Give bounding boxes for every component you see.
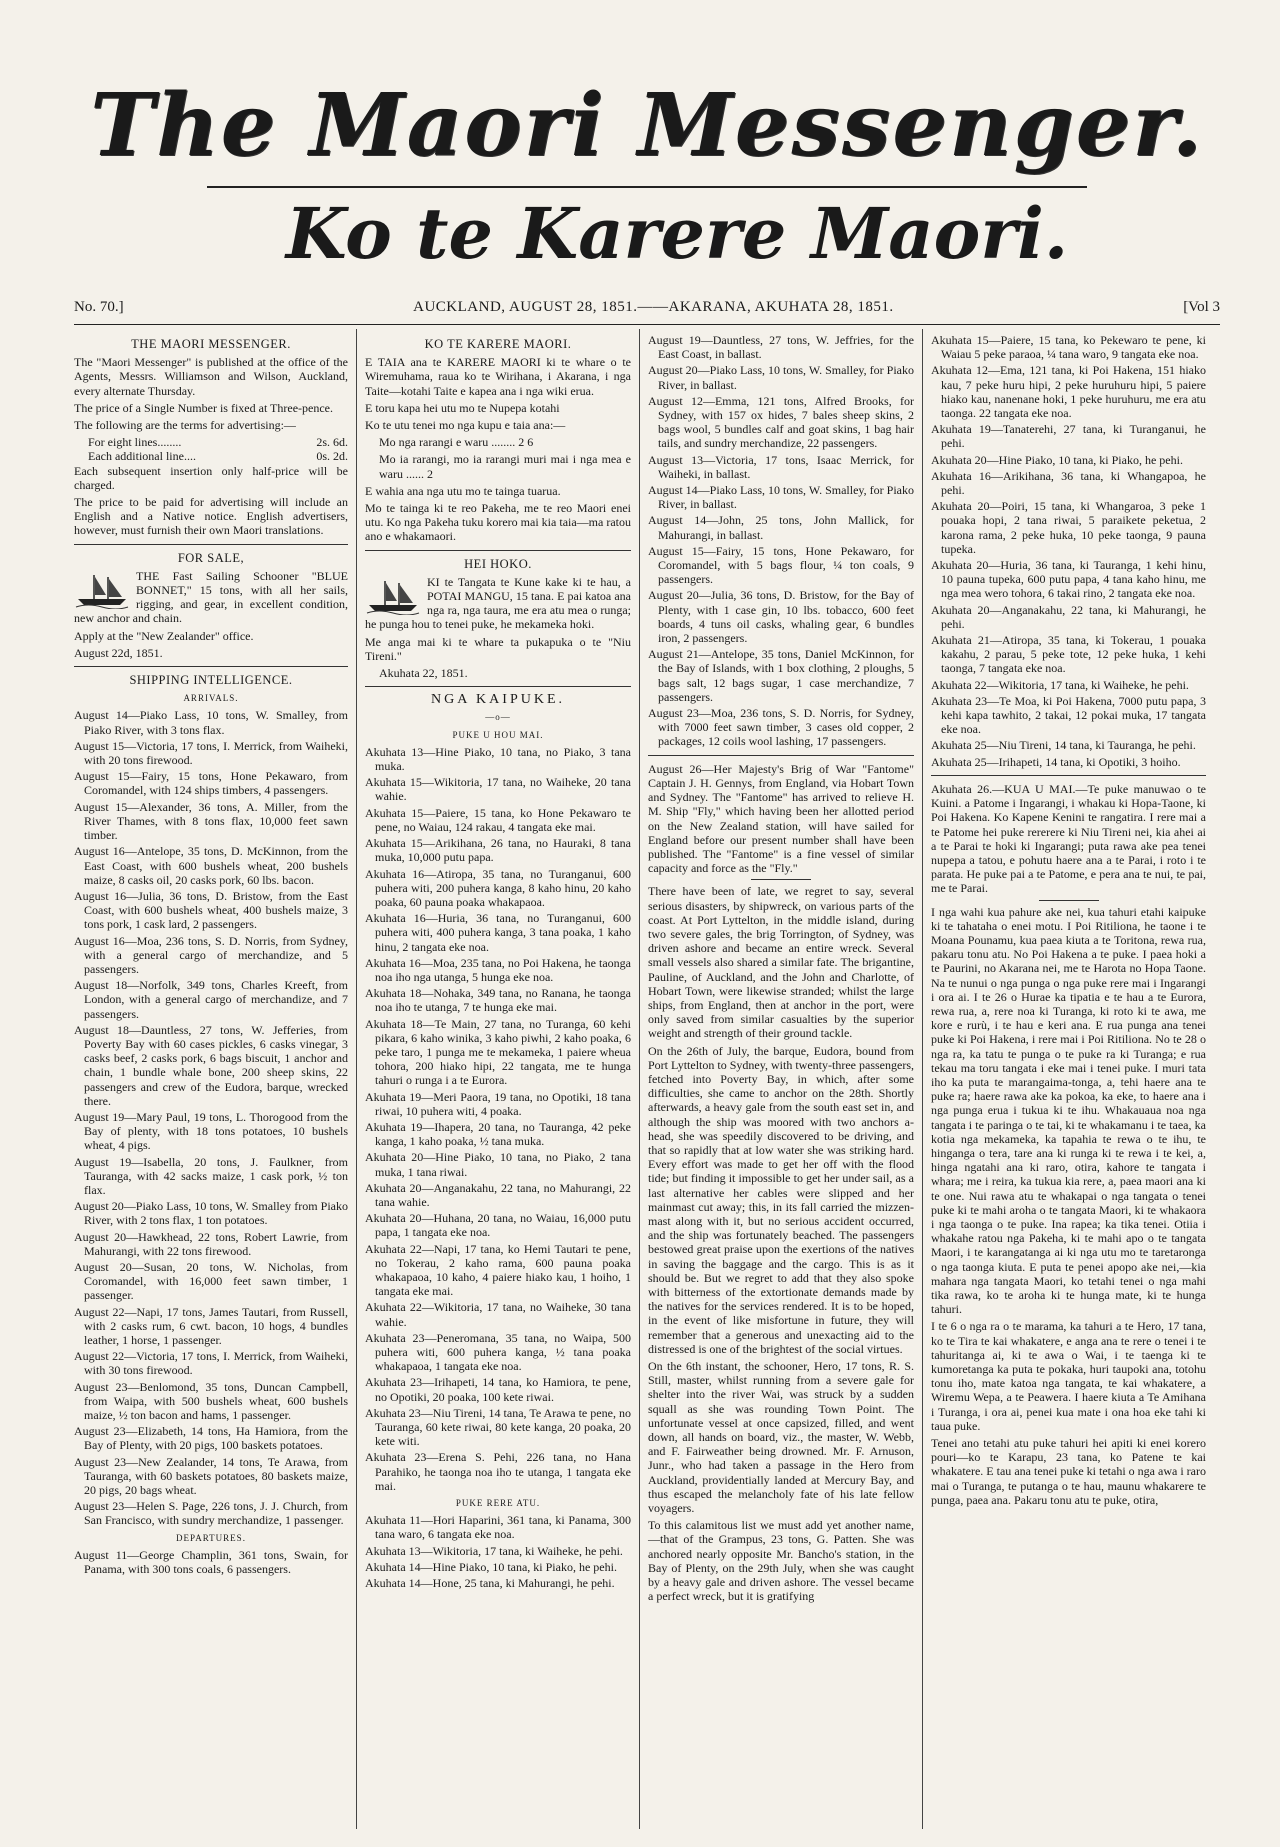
arrivals-list	[74, 708, 348, 1527]
list-item: Akuhata 13—Wikitoria, 17 tana, ki Waiheke, he pehi.	[365, 1543, 623, 1558]
list-item: August 23—Benlomond, 35 tons, Duncan Campbell, from Waipa, with 500 bushels wheat, 600 bushels maize, ½ ton bacon and hams, 1 passenger.	[74, 1379, 348, 1423]
list-item: August 16—Antelope, 35 tons, D. McKinnon, from the East Coast, with 600 bushels wheat, 200 bushels maize, 8 casks oil, 20 casks pork, 60 lbs. bacon.	[74, 844, 348, 887]
list-item: August 19—Dauntless, 27 tons, W. Jeffries, for the East Coast, in ballast.	[648, 333, 914, 362]
paragraph: On the 26th of July, the barque, Eudora, bound from Port Lyttelton to Sydney, with twenty-three passengers, fetched into Poverty Bay, in which, after some difficulties, she came to anchor on the 28th. Shortly afterwards, a heavy gale from the south east set in, and although the ship was moored with two anchors a-head, she was speedily discovered to be driving, and that so rapidly that at low water she was striking hard. Every effort was made to get her off with the flood tide; but finding it impossible to get her under sail, as a last alternative her cables were slipped and her mainmast cut away; this, in its fall carried the mizzen-mast along with it, but no serious accident occurred, and the ship was fortunately beached. The passengers bestowed great praise upon the exertions of the natives in saving the baggage and the cargo. This is as it should be. But we regret to add that they also spoke with bitterness of the extortionate demands made by the natives for the services rendered. It is to be hoped, in the event of like misfortune in future, they will remember that a generous and unexacting aid to the distressed is one of the brightest of the social virtues.	[648, 1043, 914, 1356]
list-item: Akuhata 25—Niu Tireni, 14 tana, ki Tauranga, he pehi.	[931, 738, 1196, 753]
list-item: Akuhata 15—Arikihana, 26 tana, no Hauraki, 8 tana muka, 10,000 putu papa.	[365, 836, 631, 865]
list-item: August 23—New Zealander, 14 tons, Te Arawa, from Tauranga, with 60 baskets potatoes, 80 baskets maize, 20 pigs, 20 bags wheat.	[74, 1454, 348, 1498]
paragraph: Tenei ano tetahi atu puke tahuri hei apiti ki enei korero pouri—ko te Karapu, 23 tana, ko Patene te kai whakatere. E tau ana tenei puke ki tetahi o nga awa i raro mai o Turanga, te putanga o te hau, maunu whakarere te punga, paea ana. Pakaru tonu atu te puke, otira,	[931, 1436, 1206, 1507]
paragraph: The following are the terms for advertising:—	[74, 418, 296, 433]
columns	[74, 329, 1220, 1829]
ship-icon	[365, 577, 421, 615]
paragraph: The "Maori Messenger" is published at the office of the Agents, Messrs. Williamson and Wilson, Auckland, every alternate Thursday.	[74, 355, 348, 398]
paragraph: On the 6th instant, the schooner, Hero, 17 tons, R. S. Still, master, whilst running from a severe gale for shelter into the river Wai, was struck by a sudden squall as she was rounding Town Point. The unfortunate vessel at once capsized, filled, and went down, all hands on board, viz., the master, W. Webb, and F. Fairweather being drowned. Mr. F. Arnuson, Junr., who had taken a passage in the Hero from Auckland, providentially landed at Mercury Bay, and thus escaped the melancholy fate of his late fellow voyagers.	[648, 1359, 914, 1516]
subheading-puke-u-hou-mai: PUKE U HOU MAI.	[452, 729, 544, 740]
rate-value: 0s. 2d.	[316, 449, 348, 464]
list-item: August 20—Susan, 20 tons, W. Nicholas, from Coromandel, with 16,000 feet sawn timber, 1 passenger.	[74, 1259, 348, 1303]
list-item: Akuhata 20—Huhana, 20 tana, no Waiau, 16,000 putu papa, 1 tangata eke noa.	[365, 1211, 631, 1240]
list-item: August 19—Isabella, 20 tons, J. Faulkner, from Tauranga, with 42 sacks maize, 1 cask pork, ½ ton flax.	[74, 1154, 348, 1197]
rere-continued-list	[931, 333, 1206, 769]
paragraph: The price of a Single Number is fixed at Three-pence.	[74, 400, 334, 415]
subheading-departures: DEPARTURES.	[176, 1532, 246, 1543]
list-item: Akuhata 23—Niu Tireni, 14 tana, Te Arawa te pene, no Tauranga, 60 kete riwai, 80 kete kanga, 20 poaka, 20 kete witi.	[365, 1405, 631, 1449]
divider	[751, 879, 811, 880]
list-item: August 14—Piako Lass, 10 tons, W. Smalley, for Piako River, in ballast.	[648, 483, 914, 512]
list-item: Akuhata 15—Paiere, 15 tana, ko Hone Pekawaro te pene, no Waiau, 124 rakau, 4 tangata eke mai.	[365, 805, 631, 834]
column-2	[357, 329, 640, 1829]
rate-row	[74, 435, 348, 449]
list-item: August 12—Emma, 121 tons, Alfred Brooks, for Sydney, with 157 ox hides, 7 bales sheep skins, 2 bags wool, 5 bundles calf and goat skins, 1 bag hair tails, and sundry merchandize, 22 passengers.	[648, 393, 914, 451]
ship-icon	[74, 571, 130, 609]
list-item: Akuhata 20—Huria, 36 tana, ki Tauranga, 1 kehi hinu, 10 pauna tupeka, 600 putu papa, 4 tana kaho hinu, me nga mea wero tohora, 6 takai rino, 2 tangata eke noa.	[931, 558, 1206, 601]
list-item: Akuhata 14—Hone, 25 tana, ki Mahurangi, he pehi.	[365, 1576, 615, 1591]
paragraph: Akuhata 26.—KUA U MAI.—Te puke manuwao o te Kuini. a Patome i Ingarangi, i whakau ki Hopa-Taone, ki Poi Hakena. Ko Kapene Kenini te rangatira. I rere mai a te Patome hei puke rererere ki Niu Tireni nei, kia ahei ai a te Parai te hoki ki Ingarangi; puta rawa ake pea tenei nupepa a tatou, e pohutu haere ana a te Parai, i roto i te parata. He puke pai a te Patome, e pera ana te nui, te pai, me te Parai.	[931, 781, 1206, 896]
rate-label: Each additional line....	[88, 449, 196, 464]
list-item: Akuhata 16—Huria, 36 tana, no Turanganui, 600 puhera witi, 400 puhera kanga, 3 tana poaka, 1 kaho hinu, 2 tangata eke noa.	[365, 911, 631, 954]
list-item: Akuhata 13—Hine Piako, 10 tana, no Piako, 3 tana muka.	[365, 744, 631, 774]
list-item: Akuhata 18—Nohaka, 349 tana, no Ranana, he taonga noa iho te utanga, 7 te hunga eke mai.	[365, 986, 631, 1015]
advert-text: THE Fast Sailing Schooner "BLUE BONNET," 15 tons, with all her sails, rigging, and gear, in excellent condition, new anchor and chain.	[74, 568, 348, 626]
list-item: Akuhata 23—Erena S. Pehi, 226 tana, no Hana Parahiko, he taonga noa iho te utanga, 1 tangata eke mai.	[365, 1450, 631, 1493]
list-item: Akuhata 20—Poiri, 15 tana, ki Whangaroa, 3 peke 1 pouaka hopi, 2 tana riwai, 5 paraikete peketua, 2 karona rama, 2 peke huka, 10 peke taonga, 9 pauna tupeka.	[931, 499, 1206, 556]
divider	[365, 550, 631, 551]
divider	[365, 686, 631, 687]
divider	[1039, 900, 1099, 901]
list-item: Akuhata 15—Wikitoria, 17 tana, no Waiheke, 20 tana wahie.	[365, 775, 631, 804]
list-item: Akuhata 23—Peneromana, 35 tana, no Waipa, 500 puhera witi, 600 puhera kanga, ½ tana poaka whakapaoa, 1 tangata eke noa.	[365, 1330, 631, 1374]
section-heading-for-sale: FOR SALE,	[177, 550, 245, 565]
section-heading-messenger: THE MAORI MESSENGER.	[131, 337, 291, 351]
list-item: August 22—Victoria, 17 tons, I. Merrick, from Waiheki, with 30 tons firewood.	[74, 1349, 348, 1378]
list-item: August 23—Moa, 236 tons, S. D. Norris, for Sydney, with 7000 feet sawn timber, 3 cases old copper, 2 packages, 12 coils wool lashing, 17 passengers.	[648, 706, 914, 749]
subheading-puke-rere-atu: PUKE RERE ATU.	[455, 1498, 541, 1509]
list-item: Akuhata 11—Hori Haparini, 361 tana, ki Panama, 300 tana waro, 6 tangata eke noa.	[365, 1513, 631, 1542]
list-item: Akuhata 22—Napi, 17 tana, ko Hemi Tautari te pene, no Tokerau, 2 kaho rama, 600 pauna poaka whakapaoa, 10 kaho, 4 paiere hiako kau, 1 hoiho, 1 tangata eke mai.	[365, 1241, 631, 1299]
list-item: Akuhata 19—Ihapera, 20 tana, no Tauranga, 42 peke kanga, 1 kaho poaka, ½ tana muka.	[365, 1119, 631, 1149]
list-item: August 20—Julia, 36 tons, D. Bristow, for the Bay of Plenty, with 1 case gin, 10 lbs. tobacco, 600 feet boards, 4 tuns oil casks, whaling gear, 6 bundles iron, 2 passengers.	[648, 588, 914, 646]
list-item: Akuhata 18—Te Main, 27 tana, no Turanga, 60 kehi pikara, 6 kaho winika, 3 kaho piwhi, 2 kaho poaka, 6 peke taro, 1 punga me te mekameka, 1 paiere wheua tohora, 200 hiako hipi, 22 tangata, me te hunga tahuri o runga i a te Eurora.	[365, 1016, 631, 1088]
list-item: Akuhata 12—Ema, 121 tana, ki Poi Hakena, 151 hiako kau, 7 peke huru hipi, 2 peke huruhuru hipi, 5 paiere hiako kau, nanenane hoki, 1 peke huruhuru, me era atu taonga. 22 tangata eke noa.	[931, 363, 1206, 421]
dateline	[74, 290, 1220, 325]
divider	[648, 755, 914, 756]
masthead-maori-title: Ko te Karere Maori.	[285, 192, 1069, 275]
paragraph: E TAIA ana te KARERE MAORI ki te whare o te Wiremuhama, raua ko te Wirihana, i Akarana, i nga Taite—kotahi Taite e kapea ana i nga wiki erua.	[365, 355, 631, 398]
list-item: Akuhata 20—Hine Piako, 10 tana, no Piako, 2 tana muka, 1 tana riwai.	[365, 1150, 631, 1179]
list-item: Akuhata 22—Wikitoria, 17 tana, ki Waiheke, he pehi.	[931, 677, 1189, 692]
list-item: August 15—Fairy, 15 tons, Hone Pekawaro, from Coromandel, with 124 ships timbers, 4 passengers.	[74, 769, 348, 798]
paragraph: August 26—Her Majesty's Brig of War "Fantome" Captain J. H. Gennys, from England, via Hobart Town and Sydney. The "Fantome" has arrived to relieve H. M. Ship "Fly," which having been her allotted period on the New Zealand station, will have sailed for England before our present number shall have been published. The "Fantome" is a fine vessel of similar capacity and force as the "Fly."	[648, 761, 914, 876]
issue-number: No. 70.]	[74, 298, 124, 315]
subheading-divider: —o—	[485, 712, 511, 723]
list-item: August 20—Hawkhead, 22 tons, Robert Lawrie, from Mahurangi, with 22 tons firewood.	[74, 1229, 348, 1258]
divider	[74, 544, 348, 545]
volume-number: [Vol 3	[1183, 298, 1220, 315]
section-heading-karere: KO TE KARERE MAORI.	[424, 337, 572, 351]
list-item: August 15—Alexander, 36 tons, A. Miller, from the River Thames, with 8 tons flax, 10,000 feet sawn timber.	[74, 799, 348, 843]
paragraph: E wahia ana nga utu mo te tainga tuarua.	[365, 483, 561, 498]
list-item: August 20—Piako Lass, 10 tons, W. Smalley, for Piako River, in ballast.	[648, 363, 914, 392]
list-item: August 19—Mary Paul, 19 tons, L. Thorogood from the Bay of plenty, with 18 tons potatoes, 10 bushels wheat, 4 pigs.	[74, 1109, 348, 1153]
rere-list	[365, 1513, 631, 1590]
list-item: August 18—Dauntless, 27 tons, W. Jefferies, from Poverty Bay with 60 cases pickles, 6 casks vinegar, 3 casks beef, 2 casks pork, 6 bags biscuit, 1 anchor and chain, 1 bundle whale bone, 200 sheep skins, 22 passengers and crew of the Eudora, barque, wrecked there.	[74, 1022, 348, 1108]
masthead-english-title: The Maori Messenger.	[90, 75, 1204, 176]
paragraph: To this calamitous list we must add yet another name,—that of the Grampus, 23 tons, G. Patten. She was anchored nearly opposite Mr. Bancho's station, in the Bay of Plenty, on the 29th July, when she was caught by a heavy gale and driven ashore. The vessel became a perfect wreck, but it is gratifying	[648, 1518, 914, 1604]
list-item: August 22—Napi, 17 tons, James Tautari, from Russell, with 2 casks rum, 6 cwt. bacon, 10 hogs, 4 bundles leather, 1 horse, 1 passenger.	[74, 1304, 348, 1347]
list-item: August 14—Piako Lass, 10 tons, W. Smalley, from Piako River, with 3 tons flax.	[74, 708, 348, 737]
list-item: Akuhata 19—Tanaterehi, 27 tana, ki Turanganui, he pehi.	[931, 422, 1206, 451]
advert-date: Akuhata 22, 1851.	[379, 666, 468, 681]
subheading-arrivals: ARRIVALS.	[183, 693, 239, 704]
list-item: August 23—Elizabeth, 14 tons, Ha Hamiora, from the Bay of Plenty, with 20 pigs, 100 baskets potatoes.	[74, 1424, 348, 1453]
list-item: Akuhata 20—Anganakahu, 22 tana, no Mahurangi, 22 tana wahie.	[365, 1180, 631, 1209]
list-item: Akuhata 22—Wikitoria, 17 tana, no Waiheke, 30 tana wahie.	[365, 1300, 631, 1329]
column-1	[74, 329, 357, 1829]
list-item: August 13—Victoria, 17 tons, Isaac Merrick, for Waiheki, in ballast.	[648, 452, 914, 481]
rate-label: For eight lines........	[88, 435, 182, 450]
list-item: Akuhata 20—Anganakahu, 22 tana, ki Mahurangi, he pehi.	[931, 602, 1206, 631]
section-heading-kaipuke: NGA KAIPUKE.	[431, 692, 565, 708]
list-item: Akuhata 14—Hine Piako, 10 tana, ki Piako, he pehi.	[365, 1559, 617, 1574]
advert-text: KI te Tangata te Kune kake ki te hau, a POTAI MANGU, 15 tana. E pai katoa ana nga ra, nga taura, me era atu mea o runga; he punga hou to tenei puke, he mekameka hoki.	[365, 574, 631, 632]
rate-line: Mo nga rarangi e waru ........ 2 6	[379, 435, 534, 450]
divider	[74, 666, 348, 667]
paragraph: E toru kapa hei utu mo te Nupepa kotahi	[365, 400, 560, 415]
advert-date: August 22d, 1851.	[74, 645, 163, 660]
paragraph: I nga wahi kua pahure ake nei, kua tahuri etahi kaipuke ki te tahataha o enei motu. I Poi Ritiliona, he taone i te Moana Pounamu, kua paea kiuta a te Toritona, rewa rua, pakaru tonu atu. No Poi Hakena a te puke. I paea hoki a te Paurini, no Akarana nei, me te Harota no Hopa Taone. Na te nunui o nga punga o nga puke rere mai i Ingarangi i ora ai. I te 26 o Hurae ka tipatia e te hau a te Eurora, rewa rua, a, rere noa ki Turanga, ki roto ki te awa, me kore e rurù, i te hau e keri ana. E rua punga ana tenei puke ki Poi Hakena, i rere mai i Poi Ritiliona. No te 28 o nga ra, ka tatu te punga o te puke ra ki Turanga; e rua tekau ma toru tangata i eke mai i tenei puke. I muri tata iho ka puta te marangaima-tonga, a, tehi haere ana te puke ra; haere rawa ake ka pokoa, ka eke, to haere ana i nga punga erua i tukua ki te ihu. Whakauaua noa nga tangata i te paringa o te tai, ki te whakamanu i te taea, ka kotia nga mekameka, ka tapahia te rewa o te ihu, te hinganga o tera, tare ana ki runga ki te rewa i te kei, a, hinga ngatahi ana ki raro, otira, kahore te tangata i whara; me i reira, ka tukua kia rere, a, paea maori ana ki te one. Nui rawa atu te whakapai o nga tangata o tenei puke ki te mahi aroha o te tangata Maori, ki te whakaora i nga taonga o te puke. Ina rapea; ka tika tenei. Otiia i whakahe ratou nga Pakeha, ki te mahi apo o te tangata Maori, i te karangatanga ai ki nga utu mo te taretaronga o nga taonga kiuta. E puta te penei apopo ake nei,—kia mahara nga tangata Maori, ko tetahi tenei o nga mahi tika rawa, ko te aroha ki te hunga mate, ki te hunga tahuri.	[931, 904, 1206, 1317]
advert-apply: Me anga mai ki te whare ta pukapuka o te "Niu Tireni."	[365, 634, 631, 663]
list-item: Akuhata 16—Moa, 235 tana, no Poi Hakena, he taonga noa iho nga utanga, 5 hunga eke noa.	[365, 955, 631, 984]
list-item: August 15—Victoria, 17 tons, I. Merrick, from Waiheki, with 20 tons firewood.	[74, 738, 348, 768]
list-item: August 18—Norfolk, 349 tons, Charles Kreeft, from London, with a general cargo of merchandize, and 7 passengers.	[74, 978, 348, 1021]
list-item: August 11—George Champlin, 361 tons, Swain, for Panama, with 300 tons coals, 6 passengers.	[74, 1547, 348, 1577]
list-item: Akuhata 25—Irihapeti, 14 tana, ki Opotiki, 3 hoiho.	[931, 754, 1181, 769]
list-item: Akuhata 16—Arikihana, 36 tana, ki Whangapoa, he pehi.	[931, 468, 1206, 498]
paragraph: I te 6 o nga ra o te marama, ka tahuri a te Hero, 17 tana, ko te Tira te kai whakatere, e anga ana te rere o tenei i te tahuritanga ai, ki te awa o Wai, i te taenga ki te kumoretanga ka puta te pokaka, huri taupoki ana, totohu tonu iho, mate katoa nga tangata, te kai whakatere, a Wiremu Wepa, a te Peawera. I haere kiuta a Te Amihana i Turanga, i ora ai, penei kua mate i ona hoa eke tahi ki taua puke.	[931, 1319, 1206, 1433]
list-item: Akuhata 20—Hine Piako, 10 tana, ki Piako, he pehi.	[931, 452, 1183, 467]
list-item: August 16—Julia, 36 tons, D. Bristow, from the East Coast, with 600 bushels wheat, 400 bushels maize, 3 tons pork, 1 cask lard, 2 passengers.	[74, 888, 348, 932]
paragraph: Mo te tainga ki te reo Pakeha, me te reo Maori enei utu. Ko nga Pakeha tuku korero mai kia taia—ma ratou ano e whakamaori.	[365, 501, 631, 544]
paragraph: There have been of late, we regret to say, several serious disasters, by shipwreck, on various parts of the coast. At Port Lyttelton, in the middle island, during two severe gales, the brig Torrington, of Sydney, was driven ashore and became an entire wreck. Several small vessels also shared a similar fate. The brigantine, Pauline, of Auckland, and the John and Charlotte, of Hobart Town, were likewise stranded; whilst the large ships, from England, then at anchor in the port, were only saved from similar casualties by the superior weight and strength of their ground tackle.	[648, 884, 914, 1041]
advert-apply: Apply at the "New Zealander" office.	[74, 628, 254, 643]
list-item: Akuhata 19—Meri Paora, 19 tana, no Opotiki, 18 tana riwai, 10 puhera witi, 4 poaka.	[365, 1089, 631, 1118]
paragraph: The price to be paid for advertising will include an English and a Native notice. English advertisers, however, must furnish their own Maori translations.	[74, 495, 348, 538]
departures-continued-list	[648, 333, 914, 749]
section-heading-shipping: SHIPPING INTELLIGENCE.	[129, 673, 293, 688]
rate-line: Mo ia rarangi, mo ia rarangi muri mai i nga mea e waru ...... 2	[379, 452, 631, 481]
list-item: August 23—Helen S. Page, 226 tons, J. J. Church, from San Francisco, with sundry merchandize, 1 passenger.	[74, 1499, 348, 1528]
list-item: Akuhata 21—Atiropa, 35 tana, ki Tokerau, 1 pouaka kakahu, 2 parau, 5 peke tote, 12 peke huka, 1 kehi taonga, 7 tangata eke noa.	[931, 633, 1206, 676]
section-heading-hei-hoko: HEI HOKO.	[464, 556, 532, 571]
list-item: Akuhata 23—Te Moa, ki Poi Hakena, 7000 putu papa, 3 kehi kapa tawhito, 2 takai, 12 pokai muka, 17 tangata eke noa.	[931, 693, 1206, 737]
paragraph: Each subsequent insertion only half-price will be charged.	[74, 463, 348, 492]
list-item: Akuhata 15—Paiere, 15 tana, ko Pekewaro te pene, ki Waiau 5 peke paraoa, ¼ tana waro, 9 tangata eke noa.	[931, 333, 1206, 362]
column-3	[640, 329, 923, 1829]
list-item: Akuhata 23—Irihapeti, 14 tana, ko Hamiora, te pene, no Opotiki, 20 poaka, 100 kete riwai.	[365, 1375, 631, 1404]
list-item: August 14—John, 25 tons, John Mallick, for Mahurangi, in ballast.	[648, 513, 914, 542]
issue-date: AUCKLAND, AUGUST 28, 1851.——AKARANA, AKUHATA 28, 1851.	[413, 298, 894, 315]
divider	[931, 775, 1206, 776]
list-item: August 16—Moa, 236 tons, S. D. Norris, from Sydney, with a general cargo of merchandize, and 5 passengers.	[74, 933, 348, 976]
list-item: August 20—Piako Lass, 10 tons, W. Smalley from Piako River, with 2 tons flax, 1 ton potatoes.	[74, 1199, 348, 1228]
list-item: August 21—Antelope, 35 tons, Daniel McKinnon, for the Bay of Islands, with 1 box clothing, 2 ploughs, 5 bags salt, 12 bags sugar, 1 case merchandize, 7 passengers.	[648, 647, 914, 704]
rate-row	[74, 449, 348, 463]
column-4	[923, 329, 1206, 1829]
paragraph: Ko te utu tenei mo nga kupu e taia ana:—	[365, 418, 566, 433]
departures-list	[74, 1548, 348, 1576]
rate-value: 2s. 6d.	[316, 435, 348, 450]
kaipuke-list	[365, 745, 631, 1493]
list-item: August 15—Fairy, 15 tons, Hone Pekawaro, for Coromandel, with 5 bags flour, ¼ ton coals, 9 passengers.	[648, 543, 914, 587]
list-item: Akuhata 16—Atiropa, 35 tana, no Turanganui, 600 puhera witi, 200 puhera kanga, 8 kaho hinu, 20 kaho poaka, 60 pauna poaka whakapaoa.	[365, 866, 631, 909]
